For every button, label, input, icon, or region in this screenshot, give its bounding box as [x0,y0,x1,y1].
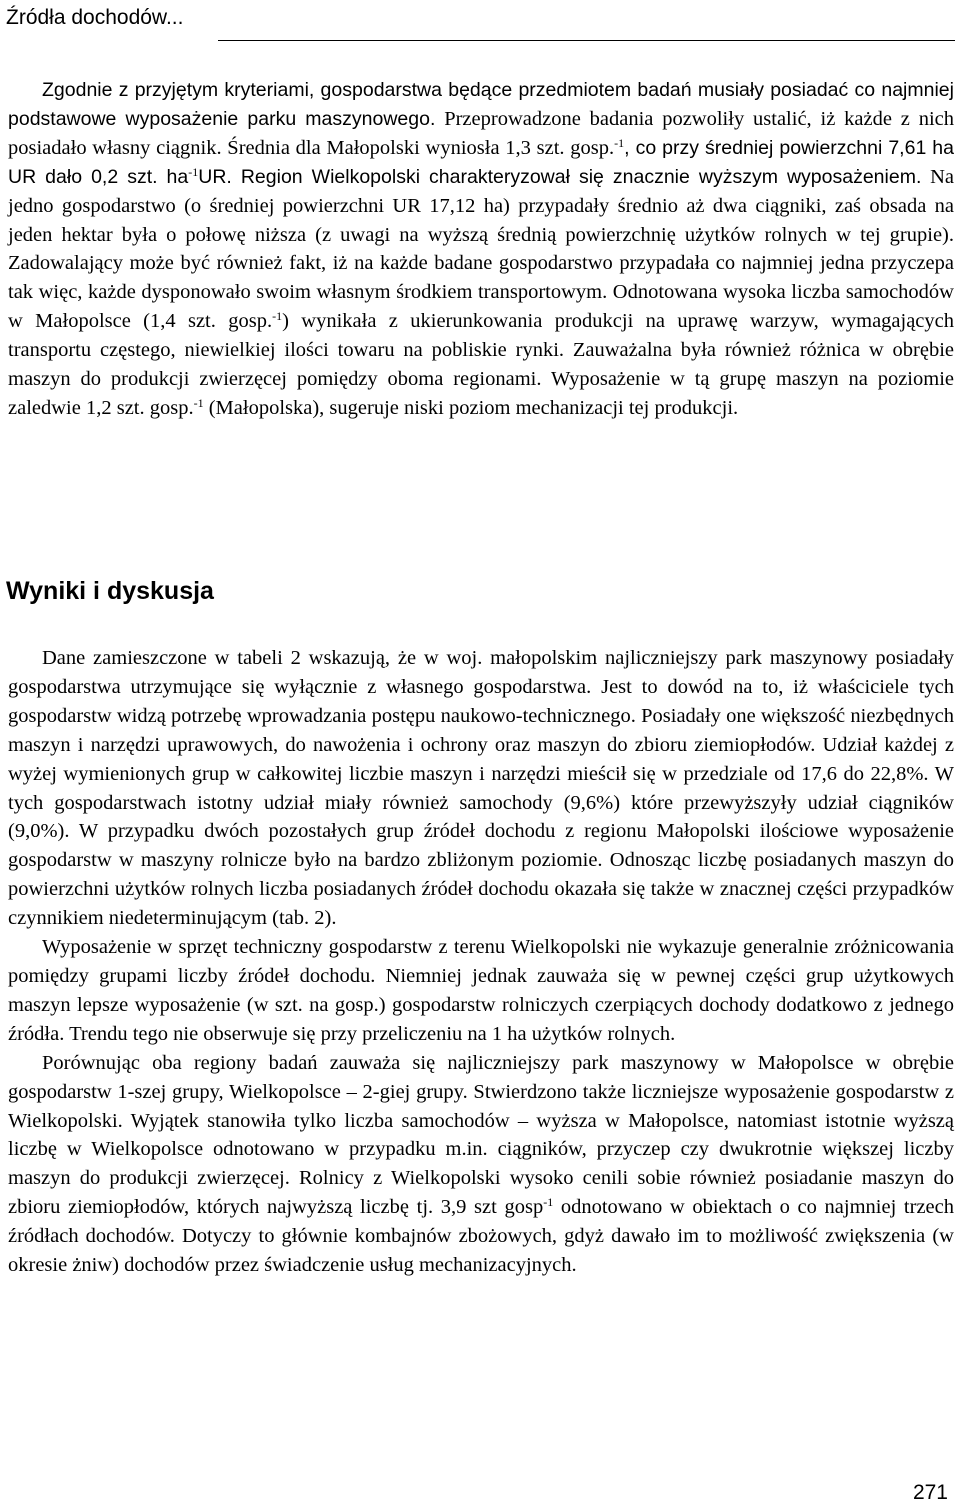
section-heading: Wyniki i dyskusja [6,577,214,605]
header-rule [218,40,955,41]
text-span: ) wynikała z ukierunkowania produkcji na uprawę warzyw, wymagających transportu częstego, niewielkiej ilości towaru na pobliskie rynki. Zauważalna była również różnica w obrębie maszyn do produkcji zwierzęcej pomiędzy oboma regionami. Wyposażenie w tą grupę maszyn na poziomie zaledwie 1,2 szt. gosp. [8,310,955,419]
results-paragraph: Dane zamieszczone w tabeli 2 wskazują, że w woj. małopolskim najliczniejszy park maszynowy posiadały gospodarstwa utrzymujące się wyłącznie z własnego gospodarstwa. Jest to dowód na to, iż właściciele tych gospodarstw widzą potrzebę wprowadzania postępu naukowo-technicznego. Posiadały one większość niezbędnych maszyn i narzędzi uprawowych, do nawożenia i ochrony oraz maszyn do zbioru ziemiopłodów. Udział każdej z wyżej wymienionych grup w całkowitej liczbie maszyn i narzędzi mieścił się w przedziale od 17,6 do 22,8%. W tych gospodarstwach istotny udział miały również samochody (9,6%) które przewyższyły udział ciągników (9,0%). W przypadku dwóch pozostałych grup źródeł dochodu z regionu Małopolski ilościowe wyposażenie gospodarstw w maszyny rolnicze było na bardzo zbliżonym poziomie. Odnosząc liczbę posiadanych maszyn do powierzchni użytków rolnych liczba posiadanych źródeł dochodu okazała się także w znacznej części przypadków czynnikiem niedeterminującym (tab. 2). [8,647,954,930]
superscript: -1 [272,309,283,324]
text-span: Przeprowadzone badania pozwoliły ustalić, iż każde z nich posiadało własny ciągnik. Średnia dla Małopolski wyniosła 1,3 szt. gosp. [8,107,954,159]
page-number: 271 [912,1481,948,1504]
text-span: odnotowano w obiektach o co najmniej trzech źródłach dochodów. Dotyczy to głównie kombajnów zbożowych, gdyż dawało im to możliwość zwiększenia (w okresie żniw) dochodów przez świadczenie usług mechanizacyjnych. [8,1196,954,1277]
text-span: Zgodnie z przyjętym kryteriami, gospodarstwa będące przedmiotem badań musiały posiadać co najmniej podstawowe wyposażenie parku maszynowego. [8,79,954,130]
intro-text-block [8,76,954,423]
results-text-block [8,644,954,1280]
text-span: (Małopolska), sugeruje niski poziom mechanizacji tej produkcji. [203,396,739,419]
text-span: , co przy średniej powierzchni 7,61 ha UR dało 0,2 szt. ha [8,136,954,188]
text-span: Na jedno gospodarstwo (o średniej powierzchni UR 17,12 ha) przypadały średnio aż dwa ciągniki, zaś obsada na jeden hektar była o połowę niższa (z uwagi na wyższą średnią powierzchnię użytków rolnych w tej grupie). Zadowalający może być również fakt, iż na każde badane gospodarstwo przypadała co najmniej jedna przyczepa tak więc, każde dysponowało swoim własnym środkiem transportowym. Odnotowana wysoka liczba samochodów w Małopolsce (1,4 szt. gosp. [8,165,955,333]
superscript: -1 [614,135,625,150]
results-paragraph: Wyposażenie w sprzęt techniczny gospodarstw z terenu Wielkopolski nie wykazuje generalnie zróżnicowania pomiędzy grupami liczby źródeł dochodu. Niemniej jednak zauważa się w pewnej części grup użytkowych maszyn lepsze wyposażenie (w szt. na gosp.) gospodarstw rolniczych czerpiących dochody dodatkowo z jednego źródła. Trendu tego nie obserwuje się przy przeliczeniu na 1 ha użytków rolnych. [8,936,954,1045]
superscript: -1 [188,164,199,179]
superscript: -1 [543,1195,554,1210]
running-head: Źródła dochodów... [6,6,184,29]
text-span: Porównując oba regiony badań zauważa się najliczniejszy park maszynowy w Małopolsce w obrębie gospodarstw 1-szej grupy, Wielkopolsce – 2-giej grupy. Stwierdzono także liczniejsze wyposażenie gospodarstw z Wielkopolski. Wyjątek stanowiła tylko liczba samochodów – wyższa w Małopolsce, natomiast istotnie wyższą liczbę w Wielkopolsce odnotowano w przypadku m.in. ciągników, przyczep czy dwukrotnie większej liczby maszyn do produkcji zwierzęcej. Rolnicy z Wielkopolski wysoko cenili sobie również posiadanie maszyn do zbioru ziemiopłodów, których najwyższą liczbę tj. 3,9 szt gosp [8,1051,954,1219]
text-span: UR. Region Wielkopolski charakteryzował się znacznie wyższym wyposażeniem. [198,165,922,188]
superscript: -1 [193,395,204,410]
intro-paragraph [8,76,954,423]
results-paragraph [8,1049,954,1280]
